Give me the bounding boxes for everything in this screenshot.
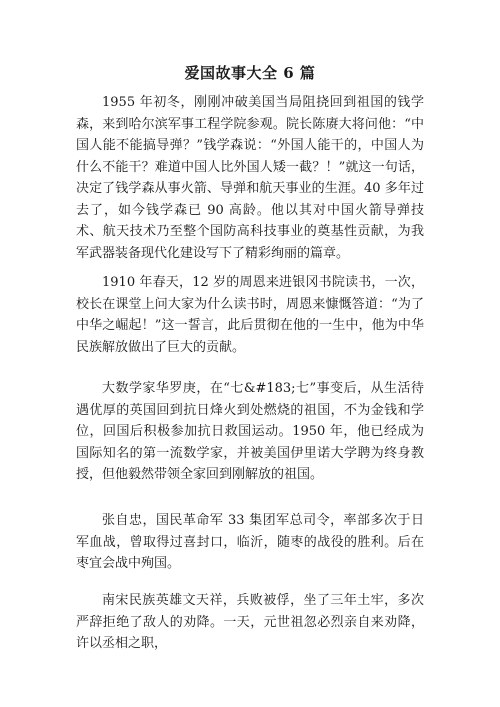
paragraph-text: 大数学家华罗庚，在“七&#183;七”事变后，从生活待遇优厚的英国回到抗日烽火到处燃烧的祖国，不为金钱和学位，回国后积极参加抗日救国运动。1950 年，他已经成为国际知名的第一流数学家，并被美国伊里诺大学聘为终身教授，但他毅然带领全家回到刚解放的祖国。 [76,381,424,482]
paragraph-qian-xuesen [76,92,424,264]
paragraph-zhang-zizhong [76,510,424,575]
paragraph-text: 1910 年春天，12 岁的周恩来进银冈书院读书，一次，校长在课堂上问大家为什么读书时，周恩来慷慨答道：“为了中华之崛起！”这一誓言，此后贯彻在他的一生中，他为中华民族解放做出了巨大的贡献。 [76,275,424,355]
document-title: 爱国故事大全 6 篇 [184,64,316,82]
paragraph-wen-tianxiang [76,590,424,655]
paragraph-text: 南宋民族英雄文天祥，兵败被俘，坐了三年土牢，多次严辞拒绝了敌人的劝降。一天，元世祖忽必烈亲自来劝降，许以丞相之职， [76,593,424,651]
paragraph-text: 1955 年初冬，刚刚冲破美国当局阻挠回到祖国的钱学森，来到哈尔滨军事工程学院参观。院长陈赓大将问他：“中国人能不能搞导弹？”钱学森说：“外国人能干的，中国人为什么不能干？难道中国人比外国人矮一截？！”就这一句话，决定了钱学森从事火箭、导弹和航天事业的生涯。40 多年过去了，如今钱学森已 90 高龄。他以其对中国火箭导弹技术、航天技术乃至整个国防高科技事业的奠基性贡献，为我军武器装备现代化建设写下了精彩绚丽的篇章。 [76,95,424,261]
paragraph-text: 张自忠，国民革命军 33 集团军总司令，率部多次于日军血战，曾取得过喜封口，临沂，随枣的战役的胜利。后在枣宜会战中殉国。 [76,513,424,571]
paragraph-hua-luogeng [76,378,424,486]
paragraph-zhou-enlai [76,272,424,358]
